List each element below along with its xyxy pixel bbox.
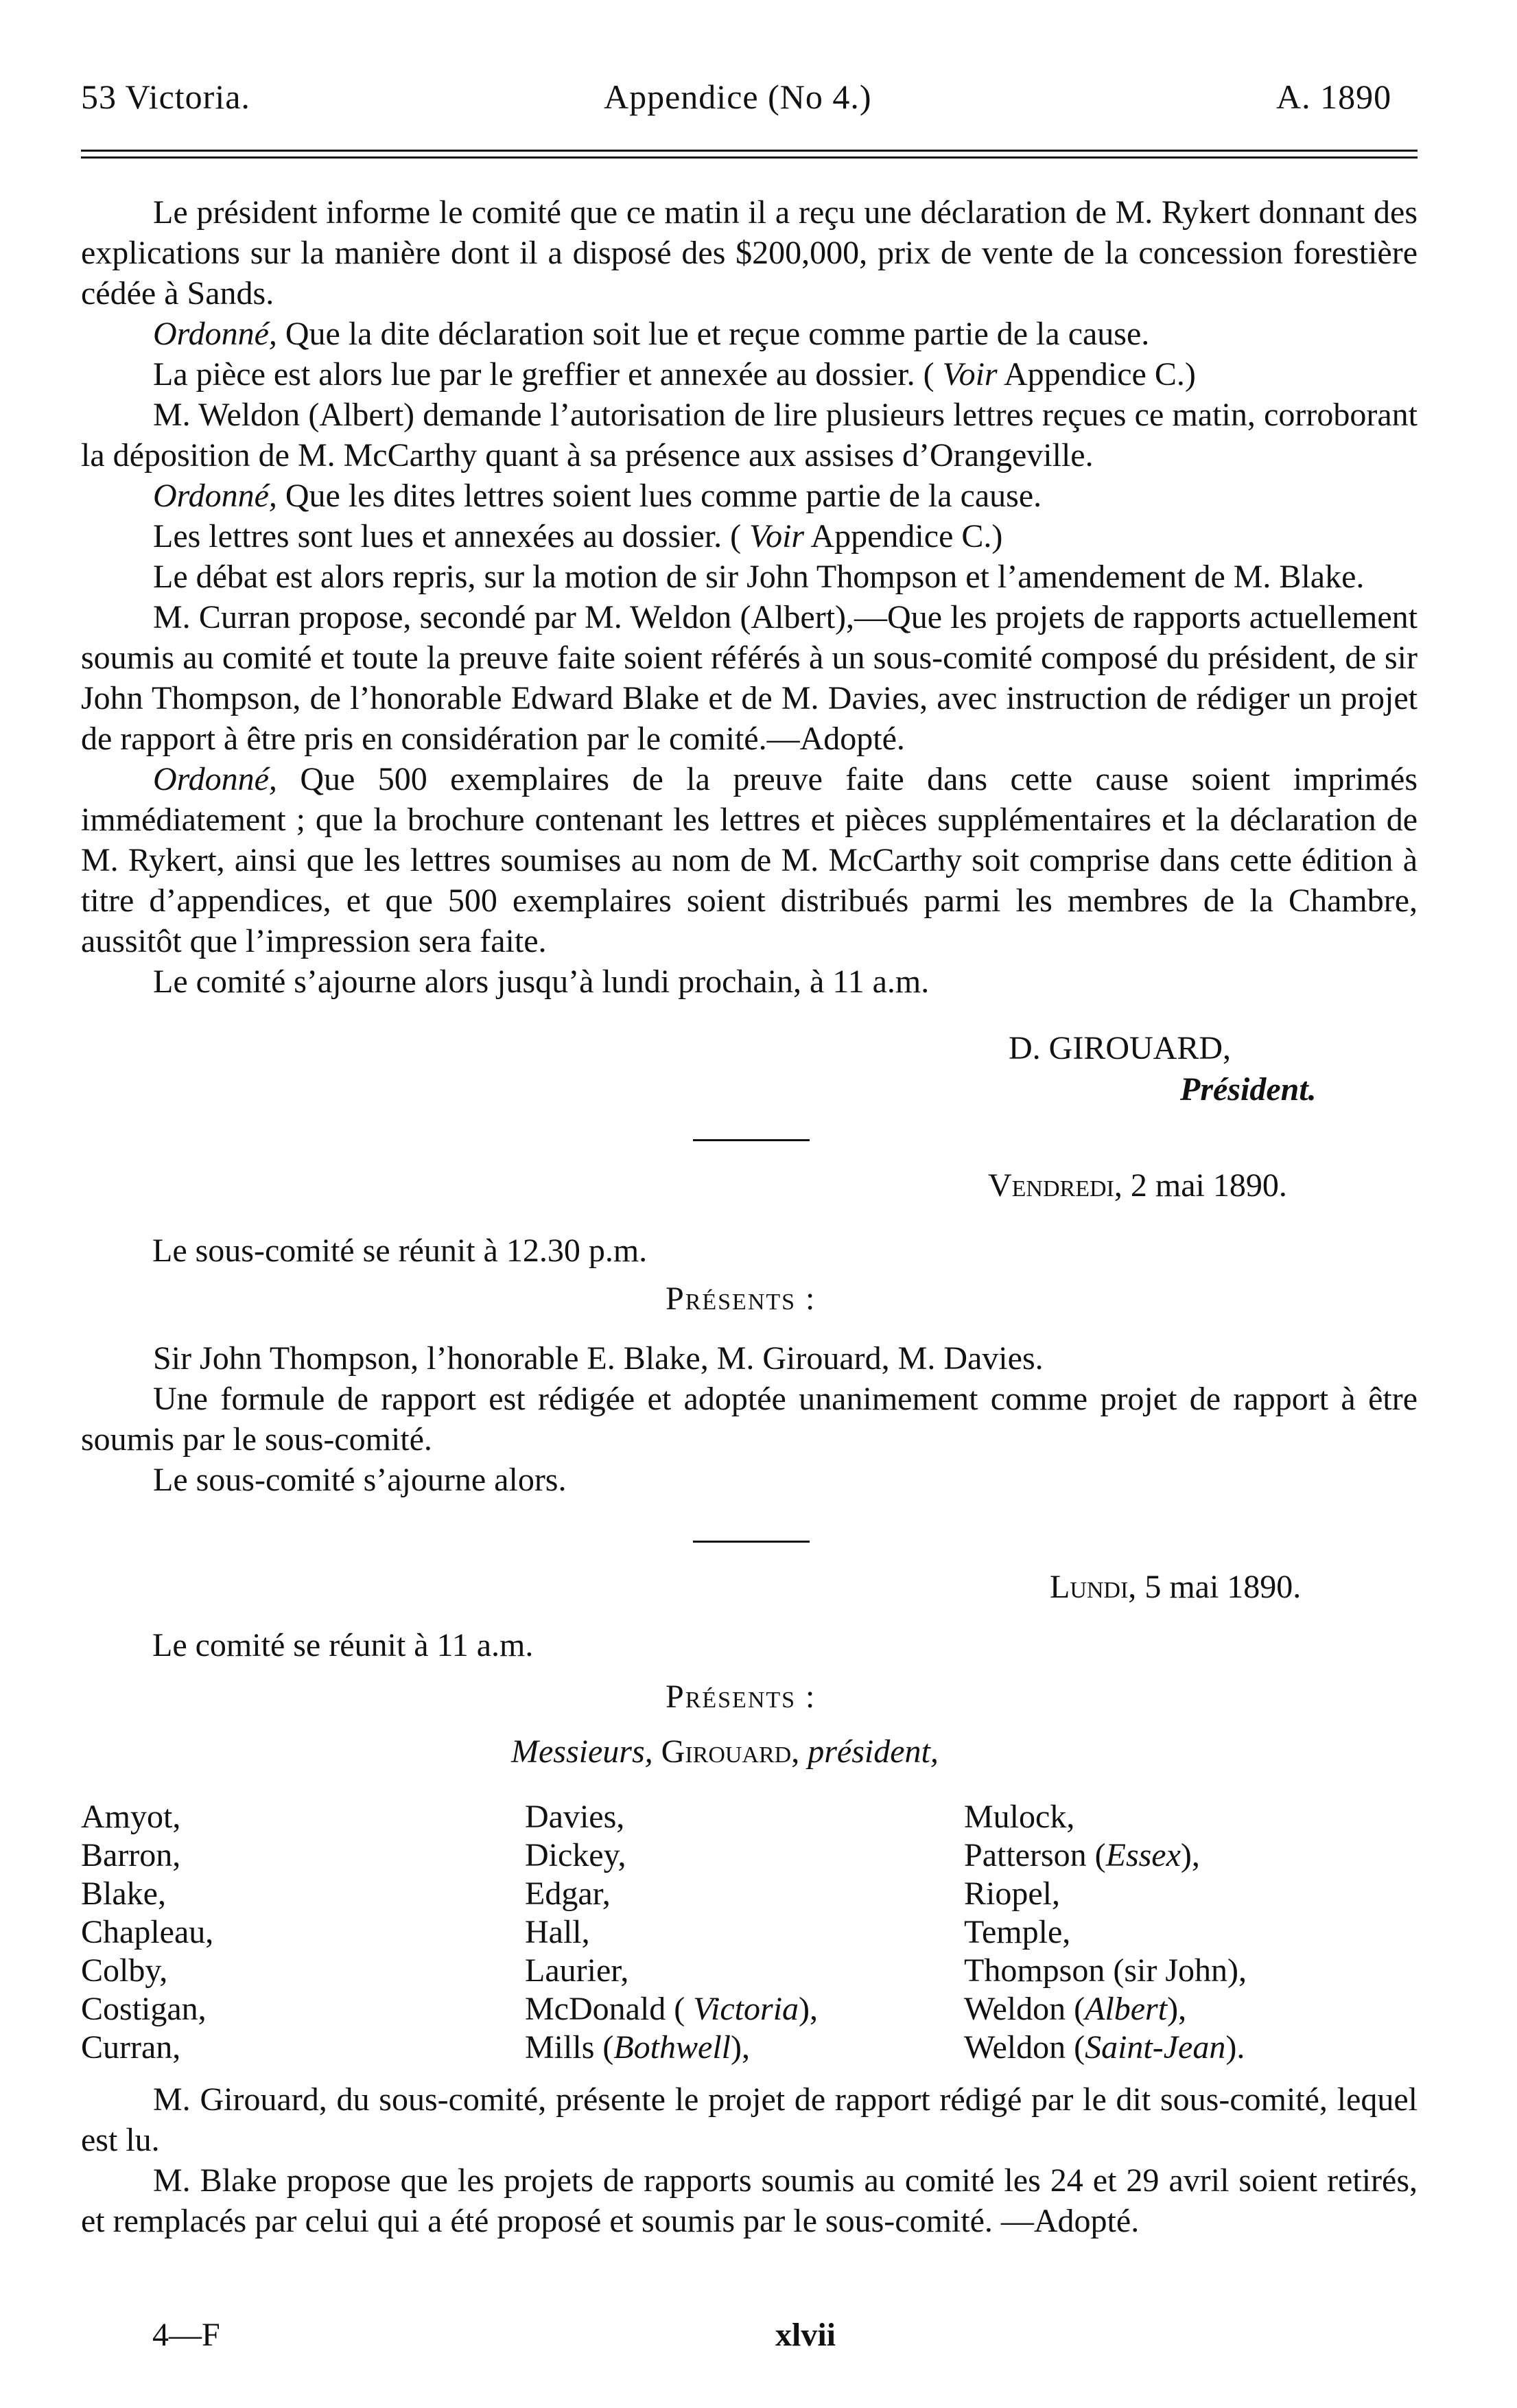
header-rule-top xyxy=(81,150,1418,152)
paragraph-adjourn: Le sous-comité s’ajourne alors. xyxy=(153,1462,567,1498)
member-riding: Bothwell xyxy=(613,2029,731,2066)
member-name: Amyot, xyxy=(81,1799,181,1835)
paragraph-blake-motion: M. Blake propose que les projets de rapports soumis au comité les 24 et 29 avril soient retirés, et remplacés par celui qui a été proposé et soumis par le sous-comité. —Adopté. xyxy=(81,2162,1418,2239)
date-day: Vendredi, xyxy=(988,1167,1122,1204)
member-name: Weldon (Albert), xyxy=(964,1991,1187,2027)
presents-heading: Présents : xyxy=(666,1679,816,1715)
ordonne-label: Ordonné, xyxy=(153,761,277,797)
header-year: A. 1890 xyxy=(1276,78,1392,116)
member-name: Barron, xyxy=(81,1837,181,1873)
chair-title: président, xyxy=(808,1733,939,1770)
meeting-line: Le sous-comité se réunit à 12.30 p.m. xyxy=(152,1232,648,1269)
chair-line xyxy=(511,1733,939,1770)
date-text: 5 mai 1890. xyxy=(1136,1569,1302,1605)
proceedings-block-2 xyxy=(81,1338,1418,1500)
header-session: 53 Victoria. xyxy=(81,78,250,116)
member-name: Edgar, xyxy=(525,1875,611,1912)
order-text: Que la dite déclaration soit lue et reçue comme partie de la cause. xyxy=(277,316,1150,352)
member-name: Mills (Bothwell), xyxy=(525,2029,750,2066)
voir-label: Voir xyxy=(942,356,998,393)
ordonne-label: Ordonné, xyxy=(153,316,277,352)
members-column-2 xyxy=(525,1798,818,2067)
member-name: Laurier, xyxy=(525,1952,629,1989)
paragraph-order-2 xyxy=(81,476,1418,516)
members-column-3 xyxy=(964,1798,1247,2067)
printer-signature: 4—F xyxy=(152,2317,220,2353)
member-surname: Mills xyxy=(525,2029,595,2066)
member-name: Riopel, xyxy=(964,1875,1060,1912)
voir-label: Voir xyxy=(749,518,805,554)
date-day: Lundi, xyxy=(1050,1569,1137,1605)
paragraph-order-1 xyxy=(81,314,1418,354)
member-name: Patterson (Essex), xyxy=(964,1837,1200,1873)
member-name: Chapleau, xyxy=(81,1914,214,1950)
member-name: Mulock, xyxy=(964,1799,1075,1835)
member-name: Weldon (Saint-Jean). xyxy=(964,2029,1245,2066)
proceedings-block-1 xyxy=(81,192,1418,1002)
paragraph-annex-1 xyxy=(81,354,1418,395)
meeting-line: Le comité se réunit à 11 a.m. xyxy=(152,1627,534,1663)
member-name: Thompson (sir John), xyxy=(964,1952,1247,1989)
date-friday xyxy=(988,1167,1287,1204)
section-separator xyxy=(693,1139,810,1141)
paragraph-declaration: Le président informe le comité que ce matin il a reçu une déclaration de M. Rykert donnant des explications sur la manière dont il a disposé des $200,000, prix de vente de la concession forestière cédée à Sands. xyxy=(81,194,1418,312)
signature-name: D. GIROUARD, xyxy=(1009,1030,1231,1066)
paragraph-annex-2 xyxy=(81,516,1418,557)
annex-ref: Appendice C.) xyxy=(804,518,1003,554)
member-surname: Weldon xyxy=(964,1991,1066,2027)
paragraph-attendees: Sir John Thompson, l’honorable E. Blake, M. Girouard, M. Davies. xyxy=(153,1340,1044,1377)
annex-text: La pièce est alors lue par le greffier et annexée au dossier. ( xyxy=(153,356,943,393)
members-column-1 xyxy=(81,1798,213,2067)
order-text: Que 500 exemplaires de la preuve faite dans cette cause soient imprimés immédiatement ; que la brochure contenant les lettres et pièces supplémentaires et la déclaration de M. Rykert, ainsi que les lettres soumises au nom de M. McCarthy soit comprise dans cette édition à titre d’appendices, et que 500 exemplaires soient distribués parmi les membres de la Chambre, aussitôt que l’impression sera faite. xyxy=(81,761,1418,959)
annex-ref: Appendice C.) xyxy=(997,356,1196,393)
paragraph-debate: Le débat est alors repris, sur la motion de sir John Thompson et l’amendement de M. Blake. xyxy=(153,559,1365,595)
date-text: 2 mai 1890. xyxy=(1122,1167,1287,1204)
member-name: Curran, xyxy=(81,2029,181,2066)
chair-name: Girouard, xyxy=(661,1733,800,1770)
ordonne-label: Ordonné, xyxy=(153,478,277,514)
member-name: Costigan, xyxy=(81,1991,207,2027)
signature-title: Président. xyxy=(1180,1071,1317,1108)
member-name: Dickey, xyxy=(525,1837,626,1873)
date-monday xyxy=(1050,1568,1301,1606)
presents-heading: Présents : xyxy=(666,1281,816,1317)
paragraph-girouard-report: M. Girouard, du sous-comité, présente le projet de rapport rédigé par le dit sous-comité, lequel est lu. xyxy=(81,2081,1418,2158)
member-name: Blake, xyxy=(81,1875,166,1912)
order-text: Que les dites lettres soient lues comme partie de la cause. xyxy=(277,478,1042,514)
paragraph-adjourn: Le comité s’ajourne alors jusqu’à lundi prochain, à 11 a.m. xyxy=(153,963,930,1000)
paragraph-order-3 xyxy=(81,759,1418,961)
section-separator xyxy=(693,1541,810,1543)
header-appendix: Appendice (No 4.) xyxy=(604,78,872,116)
member-riding: Victoria xyxy=(693,1991,799,2027)
annex-text: Les lettres sont lues et annexées au dossier. ( xyxy=(153,518,750,554)
member-riding: Saint-Jean xyxy=(1085,2029,1226,2066)
member-name: Davies, xyxy=(525,1799,625,1835)
messieurs-label: Messieurs, xyxy=(511,1733,653,1770)
proceedings-block-3 xyxy=(81,2079,1418,2241)
member-surname: Weldon xyxy=(964,2029,1066,2066)
member-name: Hall, xyxy=(525,1914,590,1950)
paragraph-report: Une formule de rapport est rédigée et adoptée unanimement comme projet de rapport à être soumis par le sous-comité. xyxy=(81,1381,1418,1458)
page-number: xlvii xyxy=(775,2317,836,2353)
paragraph-curran-motion: M. Curran propose, secondé par M. Weldon (Albert),—Que les projets de rapports actuellement soumis au comité et toute la preuve faite soient référés à un sous-comité composé du président, de sir John Thompson, de l’honorable Edward Blake et de M. Davies, avec instruction de rédiger un projet de rapport à être pris en considération par le comité.—Adopté. xyxy=(81,599,1418,757)
member-surname: McDonald xyxy=(525,1991,666,2027)
member-name: McDonald ( Victoria), xyxy=(525,1991,819,2027)
member-name: Temple, xyxy=(964,1914,1071,1950)
member-surname: Patterson xyxy=(964,1837,1087,1873)
paragraph-weldon-request: M. Weldon (Albert) demande l’autorisation de lire plusieurs lettres reçues ce matin, corroborant la déposition de M. McCarthy quant à sa présence aux assises d’Orangeville. xyxy=(81,397,1418,474)
member-riding: Essex xyxy=(1105,1837,1181,1873)
header-rule-bottom xyxy=(81,156,1418,159)
member-name: Colby, xyxy=(81,1952,168,1989)
member-riding: Albert xyxy=(1085,1991,1168,2027)
